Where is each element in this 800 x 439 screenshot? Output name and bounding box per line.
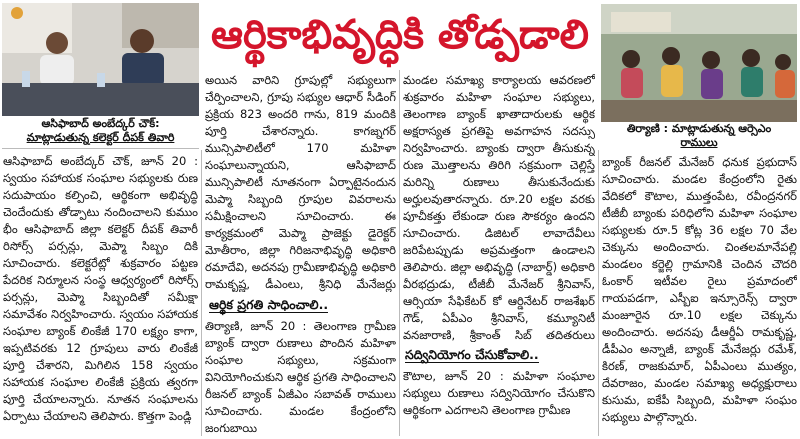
column-3-text: మండల సమాఖ్య కార్యాలయ ఆవరణలో శుక్రవారం మహిళా సంఘాల సభ్యులు, తెలంగాణ బ్యాంక్ ఖాతాదారులకు ఆర్థిక అక్షరాస్యత ప్రగతిపై అవగాహన సదస్సు నిర్వహించారు. బ్యాంకు ద్వారా తీసుకున్న రుణ మొత్తాలను తిరిగి సక్రమంగా చెల్లిస్తే మరిన్ని రుణాలు తీసుకునేందుకు అర్హులవుతారన్నారు. రూ.20 లక్షల వరకు పూచీకత్తు లేకుండా రుణ సౌకర్యం ఉందని సూచించారు. డిజిటల్ లావాదేవీలు జరిపేటప్పుడు అప్రమత్తంగా ఉండాలని తెలిపారు. జిల్లా అభివృద్ధి (నాబార్డ్) అధికారి వీరభద్రుడు, టీజీబీ మేనేజర్ శ్రీనివాస్, ఆర్సియా సేఫికేటర్ కో ఆర్డినేటర్ రాజశేఖర్ గౌడ్, ఏపీఎం శ్రీనివాస్, కమ్యూనిటీ వనజారాణి, శ్రీకాంత్ సిబ్ తదితరులు xyxy=(403,73,595,342)
column-rule xyxy=(201,150,202,436)
right-caption-line2: రాములు xyxy=(680,136,718,149)
article-column-3 xyxy=(403,72,595,342)
collector-meeting-photo xyxy=(2,3,199,116)
column-3-text-2: కౌటాల, జూన్ 20 : మహిళా సంఘాల సభ్యులు రుణాలు సద్వినియోగం చేసుకొని ఆర్థికంగా ఎదగాలని తెలంగాణ గ్రామీణ xyxy=(403,369,595,417)
column-rule xyxy=(598,150,599,436)
awareness-meeting-illustration xyxy=(601,4,797,122)
caption-rule xyxy=(2,148,199,149)
column-4-text: బ్యాంక్ రీజనల్ మేనేజర్ ధనుక ప్రభుదాస్ సూచించారు. మండల కేంద్రంలోని రైతు వేదికలో కౌటాల, ముత్తంపేట, రవీంద్రనగర్ టీజీబీ బ్యాంకు పరిధిలోని మహిళా సంఘాల సభ్యులకు రూ.5 కోట్ల 36 లక్షల 70 వేల చెక్కును అందించారు. చింతలమానేపల్లి మండలం కర్జెల్లి గ్రామానికి చెందిన చౌదరి ఓంకార్ ఇటీవల రైలు ప్రమాదంలో గాయపడగా, ఎస్బీఐ ఇన్సూరెన్స్ ద్వారా మంజూరైన రూ.10 లక్షల చెక్కును అందించారు. అదనపు డీఆర్డీఏ రామకృష్ణ, డీపీఎం అన్నాజీ, బ్యాంక్ మేనేజర్లు రమేశ్, కిరణ్, రాజకుమార్, ఏపీఎంలు ముత్యం, దేవరాజం, మండల సమాఖ్య అధ్యక్షురాలు కుసుమ, ఐకేపీ సిబ్బంది, మహిళా సంఘం సభ్యులు పాల్గొన్నారు. xyxy=(602,155,797,424)
article-column-4 xyxy=(602,154,797,437)
column-3-subhead xyxy=(405,346,539,364)
article-column-2 xyxy=(205,72,396,292)
column-2-text-2: తిర్యాణి, జూన్ 20 : తెలంగాణ గ్రామీణ బ్యాంక్ ద్వారా రుణాలు పొందిన మహిళా సంఘాల సభ్యులు, సక్రమంగా వినియోగించుకుని ఆర్థిక ప్రగతి సాధించాలని రీజనల్ బ్యాంక్ ఏజీఎం సబావత్ రాములు సూచించారు. మండల కేంద్రంలోని జంగుబాయి xyxy=(205,319,396,435)
article-column-1 xyxy=(3,153,198,437)
collector-meeting-illustration xyxy=(2,3,199,116)
column-3-subhead-text: సద్వినియోగం చేసుకోవాలి.. xyxy=(405,347,539,362)
awareness-meeting-photo xyxy=(601,4,797,122)
left-photo-caption xyxy=(2,117,199,145)
column-2-text: అయిన వారిని గ్రూపుల్లో సభ్యులుగా చేర్పించాలని, గ్రూపు సభ్యుల ఆధార్ సీడింగ్ ప్రక్రియ 823 అందరి గాను, 819 మందికి పూర్తి చేశారన్నారు. కాగజ్నగర్ మున్సిపాలిటీలో 170 మహిళా సంఘాలున్నాయని, ఆసిఫాబాద్ మున్సిపాలిటీ నూతనంగా ఏర్పాటైనందున మెప్మా సిబ్బంది గ్రూపుల వివరాలను సమీక్షించాలని సూచించారు. ఈ కార్యక్రమంలో మెప్మా ప్రాజెక్టు డైరెక్టర్ మోతీరాం, జిల్లా గిరిజనాభివృద్ధి అధికారి రమాదేవి, అదనపు గ్రామీణాభివృద్ధి అధికారి రామకృష్ణ, డీఎంలు, శ్రీనిధి మేనేజర్లు xyxy=(205,73,396,291)
column-rule xyxy=(399,70,400,436)
article-column-2b xyxy=(205,318,396,437)
article-column-3b xyxy=(403,368,595,437)
column-2-subhead-text: ఆర్థిక ప్రగతి సాధించాలి.. xyxy=(209,297,329,312)
headline: ఆర్థికాభివృద్ధికి తోడ్పడాలి xyxy=(211,12,589,58)
left-caption-line2: మాట్లాడుతున్న కలెక్టర్ దీపక్ తివారి xyxy=(26,131,175,144)
left-caption-line1: ఆసిఫాబాద్ అంబేద్కర్ చౌక్: xyxy=(41,117,160,130)
right-photo-caption xyxy=(601,122,797,150)
column-2-subhead xyxy=(209,296,328,314)
right-caption-line1: తిర్యాణి : మాట్లాడుతున్న ఆర్సెఎం xyxy=(626,122,772,135)
column-1-text: ఆసిఫాబాద్ అంబేద్కర్ చౌక్, జూన్ 20 : స్వయం సహాయక సంఘాల సభ్యులకు రుణ సదుపాయం కల్పించి, ఆర్థికంగా అభివృద్ధి చెందేందుకు తోడ్పాటు నందించాలని కుముం భీం ఆసిఫాబాద్ జిల్లా కలెక్టర్ దీపక్ తివారీ రిసోర్స్ పర్సన్లు, మెప్మా సిబ్బం దికి సూచించారు. కలెక్టరేట్లో శుక్రవారం పట్టణ పేదరిక నిర్మూలన సంస్థ ఆధ్వర్యంలో రిసోర్స్ పర్సన్లు, మెప్మా సిబ్బందితో సమీక్షా సమావేశం నిర్వహించారు. స్వయం సహాయక సంఘాల బ్యాంక్ లింకేజీ 170 లక్ష్యం కాగా, ఇప్పటివరకు 12 గ్రూపులు వారు లింకేజీ పూర్తి చేశారని, మిగిలిన 158 స్వయం సహాయక సంఘాల లింకేజీ ప్రక్రియ త్వరగా పూర్తి చేయాలన్నారు. నూతన సంఘాలను ఏర్పాటు చేయాలని తెలిపారు. కొత్తగా పెండ్లి xyxy=(3,154,198,423)
